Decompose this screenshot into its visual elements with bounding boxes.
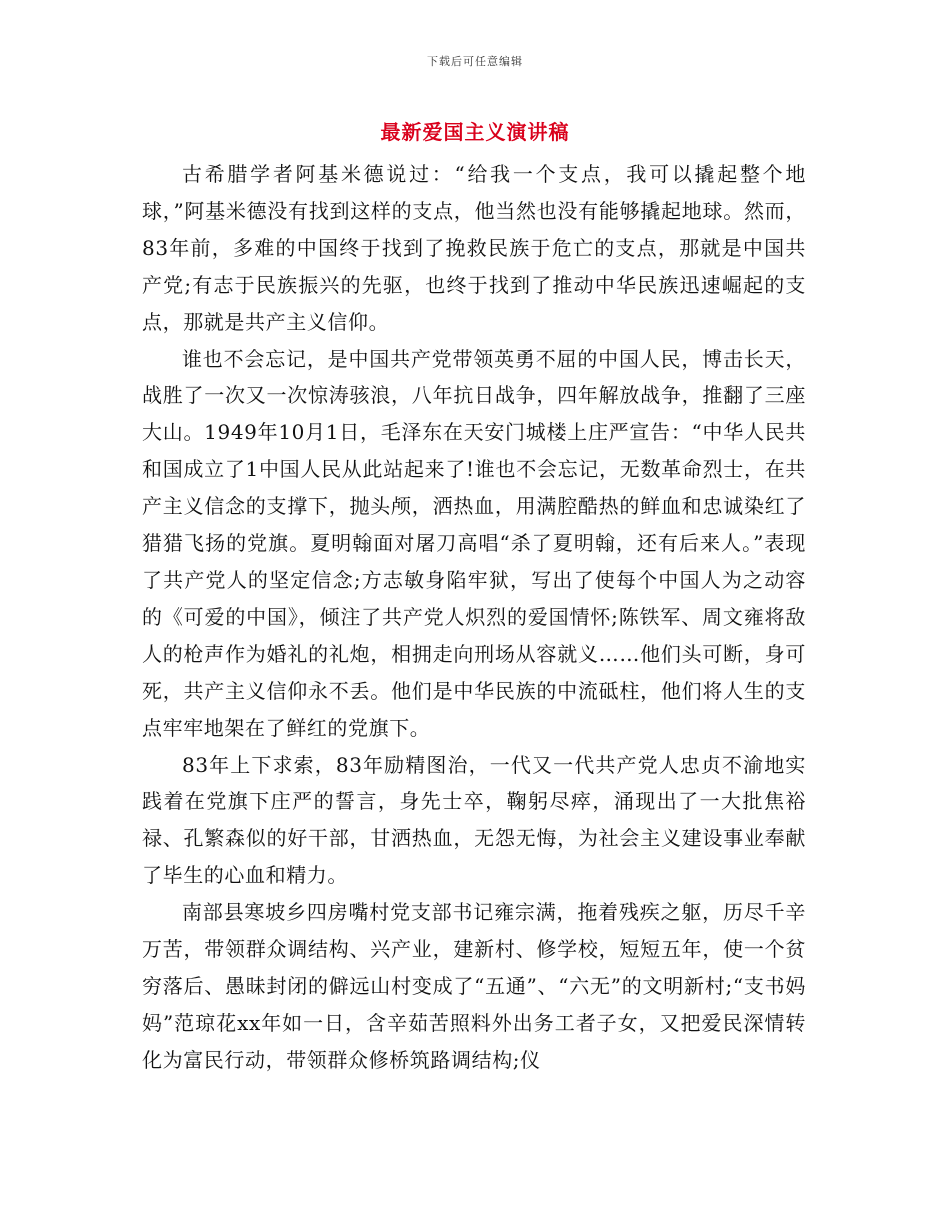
paragraph: 古希腊学者阿基米德说过：“给我一个支点，我可以撬起整个地球，”阿基米德没有找到这样的支点，他当然也没有能够撬起地球。然而，83年前，多难的中国终于找到了挽救民族于危亡的支点，那就是中国共产党;有志于民族振兴的先驱，也终于找到了推动中华民族迅速崛起的支点，那就是共产主义信仰。 — [142, 162, 807, 334]
document-body — [142, 156, 806, 1079]
document-title: 最新爱国主义演讲稿 — [380, 120, 570, 144]
paragraph: 83年上下求索，83年励精图治，一代又一代共产党人忠贞不渝地实践着在党旗下庄严的誓言，身先士卒，鞠躬尽瘁，涌现出了一大批焦裕禄、孔繁森似的好干部，甘洒热血，无怨无悔，为社会主义建设事业奉献了毕生的心血和精力。 — [142, 752, 806, 888]
paragraph: 南部县寒坡乡四房嘴村党支部书记雍宗满，拖着残疾之躯，历尽千辛万苦，带领群众调结构、兴产业，建新村、修学校，短短五年，使一个贫穷落后、愚昧封闭的僻远山村变成了“五通”、“六无”的文明新村;“支书妈妈”范琼花xx年如一日，含辛茹苦照料外出务工者子女，又把爱民深情转化为富民行动，带领群众修桥筑路调结构;仪 — [142, 900, 806, 1072]
paragraph: 谁也不会忘记，是中国共产党带领英勇不屈的中国人民，博击长天，战胜了一次又一次惊涛骇浪，八年抗日战争，四年解放战争，推翻了三座大山。1949年10月1日，毛泽东在天安门城楼上庄严宣告：“中华人民共和国成立了1中国人民从此站起来了!谁也不会忘记，无数革命烈士，在共产主义信念的支撑下，抛头颅，洒热血，用满腔酷热的鲜血和忠诚染红了猎猎飞扬的党旗。夏明翰面对屠刀高唱“杀了夏明翰，还有后来人。”表现了共产党人的坚定信念;方志敏身陷牢狱，写出了使每个中国人为之动容的《可爱的中国》，倾注了共产党人炽烈的爱国情怀;陈铁军、周文雍将敌人的枪声作为婚礼的礼炮，相拥走向刑场从容就义……他们头可断，身可死，共产主义信仰永不丢。他们是中华民族的中流砥柱，他们将人生的支点牢牢地架在了鲜红的党旗下。 — [142, 346, 806, 740]
header-note: 下载后可任意编辑 — [427, 55, 523, 68]
